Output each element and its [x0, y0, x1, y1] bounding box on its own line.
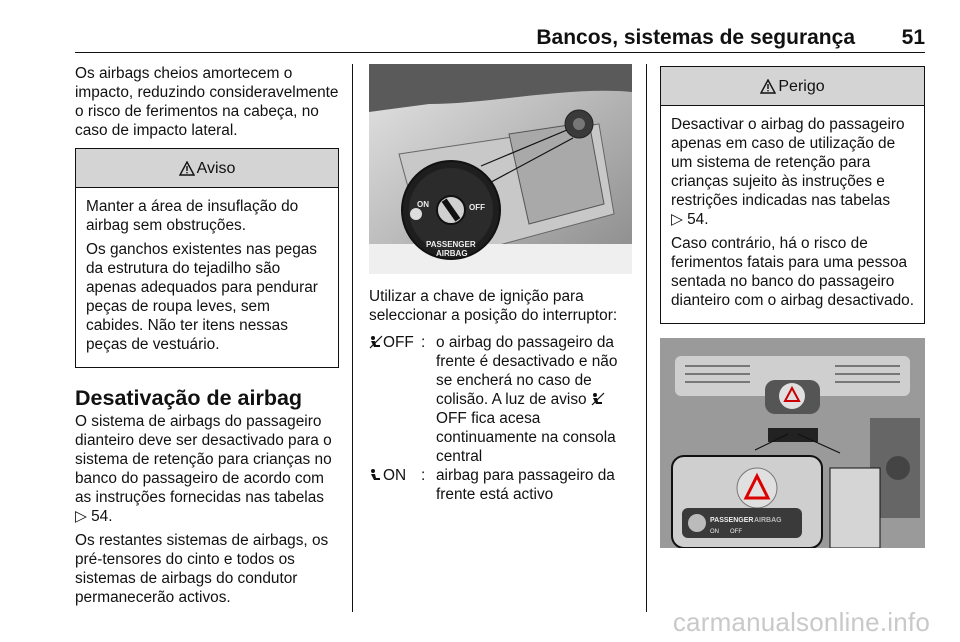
header-rule [75, 52, 925, 53]
danger-box [660, 66, 925, 324]
dashboard-illustration [660, 338, 925, 548]
figure-label-on: ON [417, 200, 429, 209]
list-item-on: ON : airbag para passageiro da frente está activo [369, 466, 632, 504]
danger-title: Perigo [778, 77, 825, 95]
warning-triangle-icon [179, 161, 195, 176]
indicator-label-passenger: PASSENGER [710, 517, 754, 524]
notice-paragraph-1: Manter a área de insuflação do airbag sem obstruções. [86, 198, 299, 234]
page-header-title: Bancos, sistemas de segurança [536, 26, 855, 49]
danger-reference[interactable]: 54. [687, 211, 709, 228]
section-title: Desativação de airbag [75, 386, 303, 410]
definition-off-icon-label: OFF [436, 410, 467, 427]
term-off: OFF [383, 334, 414, 351]
figure-label-airbag: AIRBAG [436, 249, 468, 258]
page-number: 51 [901, 26, 925, 49]
definition-off-text-end: fica acesa continuamente na consola central [436, 410, 616, 465]
child-seat-off-icon [591, 392, 605, 406]
warning-triangle-icon [760, 79, 776, 94]
list-item-off: OFF : o airbag do passageiro da frente é desactivado e não se encherá no caso de colisão. A luz de aviso OFF fica acesa continuamente na consola central [369, 333, 632, 466]
page-header [75, 26, 925, 52]
column-divider-1 [352, 64, 353, 612]
notice-paragraph-2: Os ganchos existentes nas pegas da estrutura do tejadilho são apenas adequados para pendurar peças de roupa leves, sem cabides. Não ter itens nessas peças de vestuário. [86, 241, 318, 353]
definition-off-text: o airbag do passageiro da frente é desactivado e não se encherá no caso de colisão. A luz de aviso [436, 334, 618, 408]
page-reference-arrow-icon[interactable]: ▷ [671, 211, 683, 228]
deactivation-text: O sistema de airbags do passageiro dianteiro deve ser desactivado para o sistema de retenção para crianças no banco do passageiro de acordo com as instruções fornecidas nas tabelas [75, 413, 332, 506]
watermark: carmanualsonline.info [672, 607, 930, 637]
danger-paragraph-2: Caso contrário, há o risco de ferimentos fatais para uma pessoa sentada no banco do passageiro dianteiro com o airbag desactivado. [671, 235, 914, 309]
danger-paragraph-1 [671, 115, 914, 229]
intro-paragraph: Os airbags cheios amortecem o impacto, reduzindo consideravelmente o risco de ferimentos na cabeça, no caso de impacto lateral. [75, 65, 339, 139]
dashboard-indicator-figure [660, 338, 925, 548]
page-reference-arrow-icon[interactable]: ▷ [75, 508, 87, 525]
indicator-label-off: OFF [730, 529, 742, 535]
danger-box-header [661, 67, 924, 106]
definition-off [436, 333, 632, 466]
column-middle [369, 64, 632, 504]
danger-text: Desactivar o airbag do passageiro apenas em caso de utilização de um sistema de retenção para crianças sujeito às instruções e restrições indicadas nas tabelas [671, 116, 905, 209]
notice-box-body [76, 188, 338, 367]
deactivation-paragraph [75, 412, 339, 526]
indicator-label-on: ON [710, 529, 719, 535]
column-right [660, 64, 925, 548]
danger-box-body [661, 106, 924, 323]
other-systems-paragraph: Os restantes sistemas de airbags, os pré-tensores do cinto e todos os sistemas de airbags do condutor permanecerão activos. [75, 532, 329, 606]
figure-label-passenger: PASSENGER [426, 240, 476, 249]
indicator-label-airbag: AIRBAG [754, 517, 782, 524]
term-on: ON [383, 467, 407, 484]
column-divider-2 [646, 64, 647, 612]
child-seat-on-icon [369, 468, 383, 482]
notice-box [75, 148, 339, 368]
glovebox-illustration [369, 64, 632, 274]
child-seat-off-icon [369, 335, 383, 349]
notice-title: Aviso [196, 159, 236, 177]
switch-positions-list [369, 333, 632, 504]
switch-instruction: Utilizar a chave de ignição para seleccionar a posição do interruptor: [369, 288, 618, 324]
figure-label-off: OFF [469, 203, 485, 212]
deactivation-reference[interactable]: 54. [91, 508, 113, 525]
column-left [75, 64, 339, 607]
glovebox-switch-figure [369, 64, 632, 274]
definition-on: airbag para passageiro da frente está activo [436, 467, 615, 503]
notice-box-header [76, 149, 338, 188]
